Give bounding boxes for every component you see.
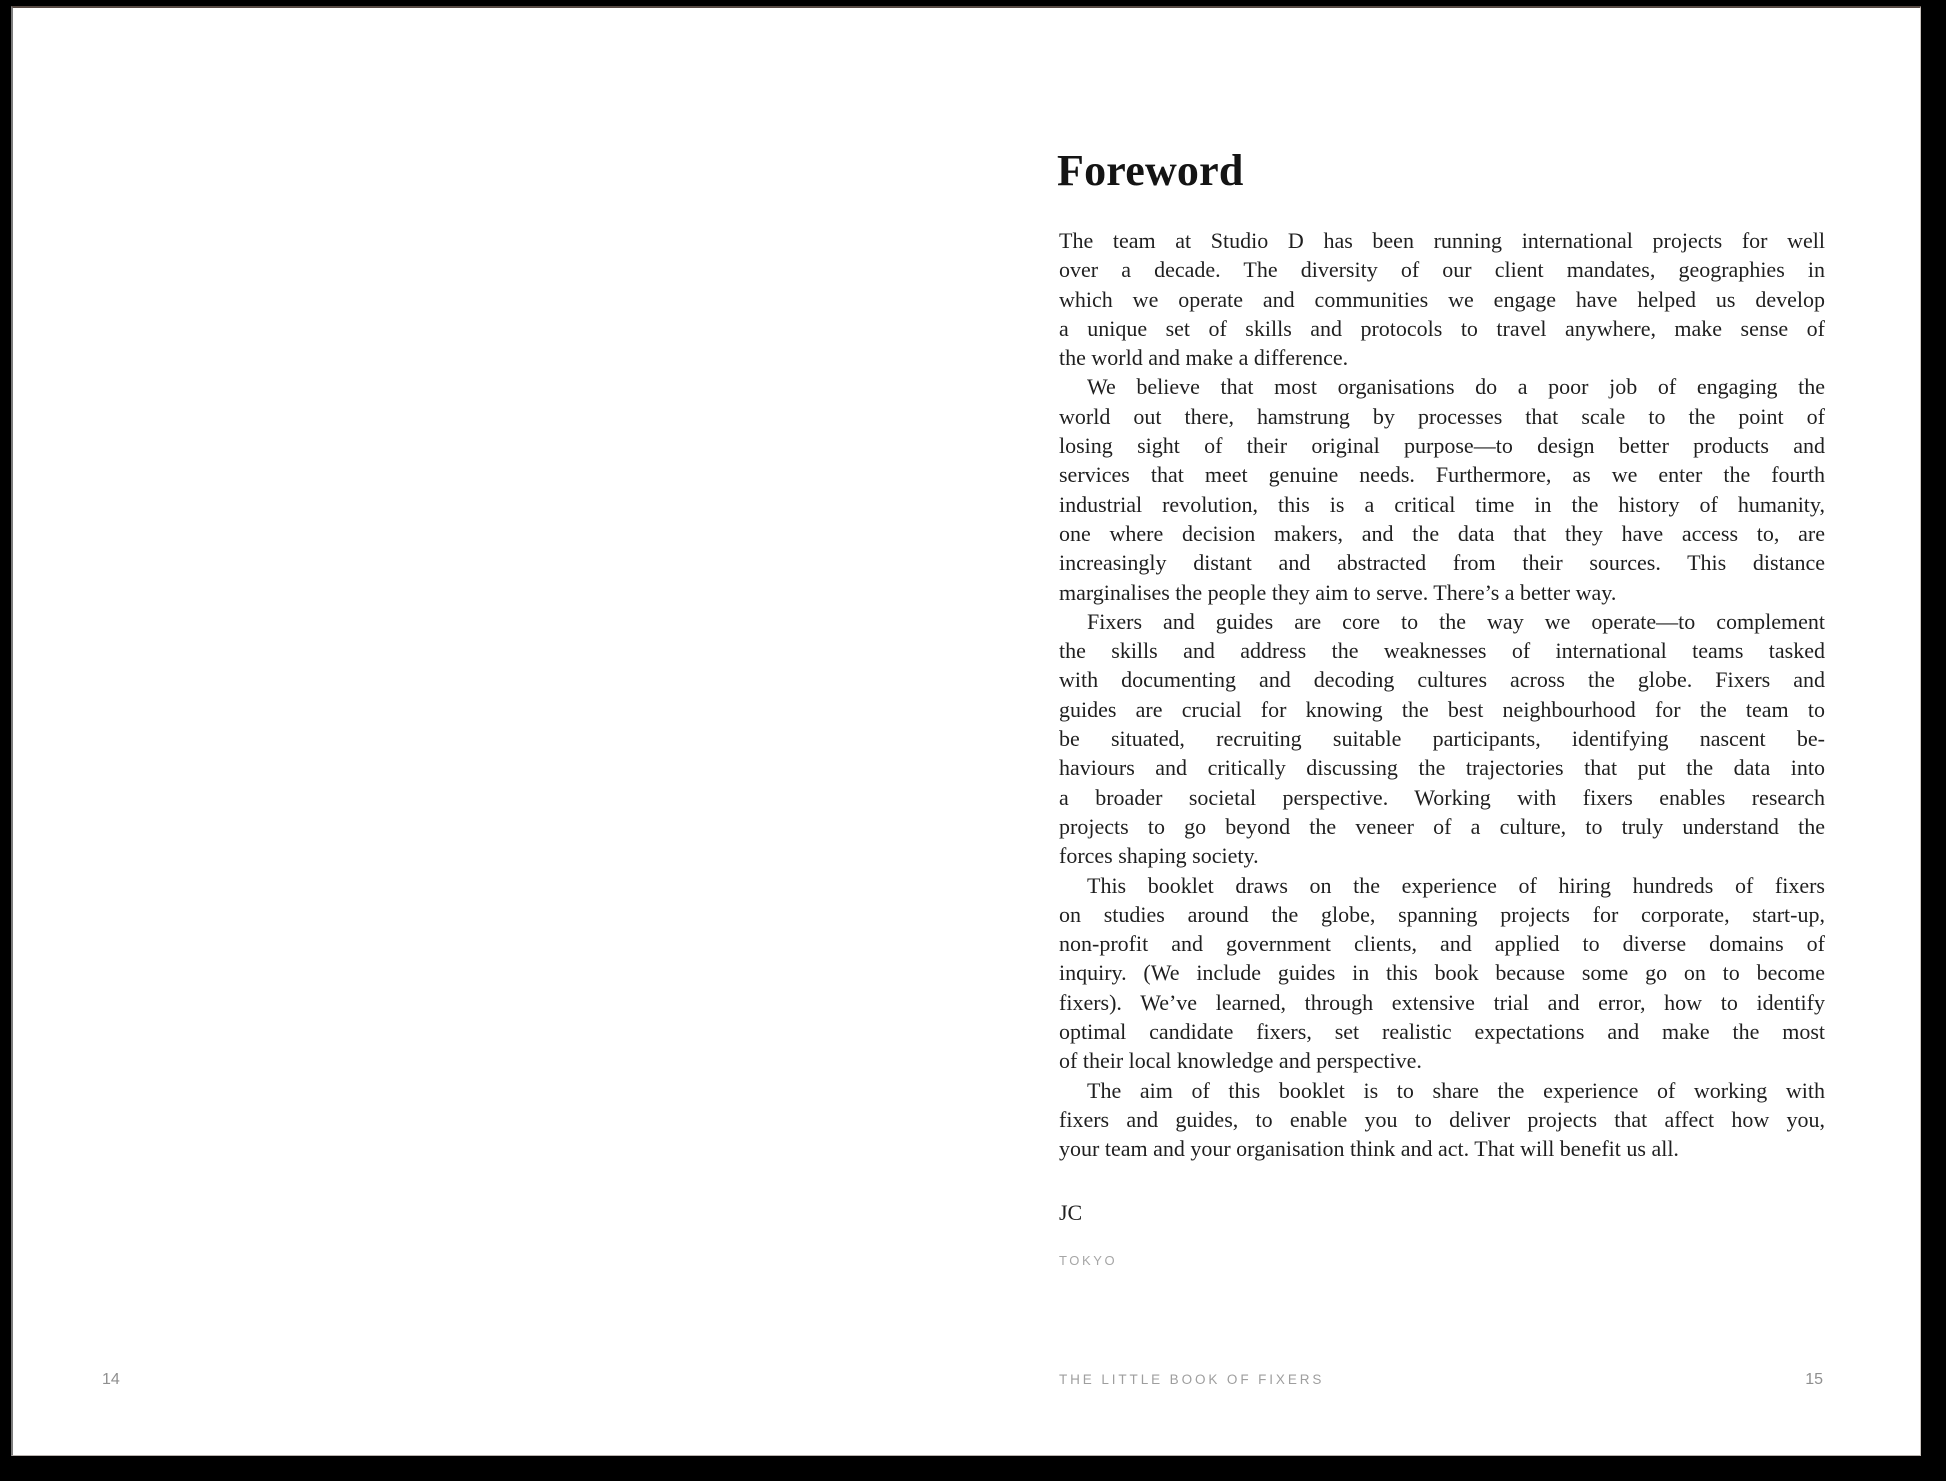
paragraph-line: one where decision makers, and the data that they have access to, are: [1059, 520, 1825, 546]
paragraph-line: increasingly distant and abstracted from their sources. This distance: [1059, 550, 1825, 576]
paragraph-line: of their local knowledge and perspective.: [1059, 1048, 1422, 1074]
paragraph-line: on studies around the globe, spanning projects for corporate, start-up,: [1059, 901, 1825, 927]
paragraph-line: industrial revolution, this is a critical time in the history of humanity,: [1059, 491, 1825, 517]
paragraph-line: the skills and address the weaknesses of international teams tasked: [1059, 638, 1825, 664]
paragraph-line: projects to go beyond the veneer of a culture, to truly understand the: [1059, 813, 1825, 839]
signature: JC: [1059, 1200, 1083, 1225]
paragraph-line: We believe that most organisations do a poor job of engaging the: [1087, 374, 1825, 400]
paragraph-line: fixers). We’ve learned, through extensive trial and error, how to identify: [1059, 989, 1825, 1015]
body-text: [1059, 226, 1825, 1164]
paragraph-line: inquiry. (We include guides in this book because some go on to become: [1059, 960, 1825, 986]
paragraph-line: which we operate and communities we engage have helped us develop: [1059, 286, 1825, 312]
paragraph-line: world out there, hamstrung by processes that scale to the point of: [1059, 403, 1825, 429]
page-number-right: 15: [1805, 1371, 1823, 1388]
paragraph-line: Fixers and guides are core to the way we operate—to complement: [1087, 608, 1825, 634]
paragraph-line: fixers and guides, to enable you to deliver projects that affect how you,: [1059, 1106, 1825, 1132]
page-number-left: 14: [102, 1371, 120, 1388]
paragraph-line: a broader societal perspective. Working with fixers enables research: [1059, 784, 1825, 810]
paragraph-line: with documenting and decoding cultures across the globe. Fixers and: [1059, 667, 1825, 693]
paragraph-line: haviours and critically discussing the trajectories that put the data into: [1059, 755, 1825, 781]
page-title: Foreword: [1057, 146, 1244, 196]
paragraph-line: The aim of this booklet is to share the experience of working with: [1087, 1077, 1825, 1103]
footer-title: THE LITTLE BOOK OF FIXERS: [1059, 1372, 1325, 1387]
paragraph-line: be situated, recruiting suitable participants, identifying nascent be-: [1059, 726, 1825, 752]
paragraph-line: This booklet draws on the experience of hiring hundreds of fixers: [1087, 872, 1825, 898]
paragraph-line: your team and your organisation think and act. That will benefit us all.: [1059, 1136, 1679, 1162]
paragraph-line: over a decade. The diversity of our client mandates, geographies in: [1059, 257, 1825, 283]
paragraph-line: guides are crucial for knowing the best neighbourhood for the team to: [1059, 696, 1825, 722]
paragraph-line: The team at Studio D has been running international projects for well: [1059, 228, 1825, 253]
book-spread: [11, 6, 1921, 1456]
paragraph-line: optimal candidate fixers, set realistic expectations and make the most: [1059, 1019, 1825, 1045]
paragraph-line: non-profit and government clients, and applied to diverse domains of: [1059, 931, 1825, 957]
paragraph-line: a unique set of skills and protocols to travel anywhere, make sense of: [1059, 315, 1825, 341]
paragraph-line: forces shaping society.: [1059, 843, 1259, 869]
location-label: TOKYO: [1059, 1253, 1118, 1268]
paragraph-line: losing sight of their original purpose—to design better products and: [1059, 433, 1825, 459]
paragraph-line: the world and make a difference.: [1059, 345, 1349, 371]
paragraph-line: services that meet genuine needs. Furthermore, as we enter the fourth: [1059, 462, 1825, 488]
paragraph-line: marginalises the people they aim to serve. There’s a better way.: [1059, 579, 1617, 605]
